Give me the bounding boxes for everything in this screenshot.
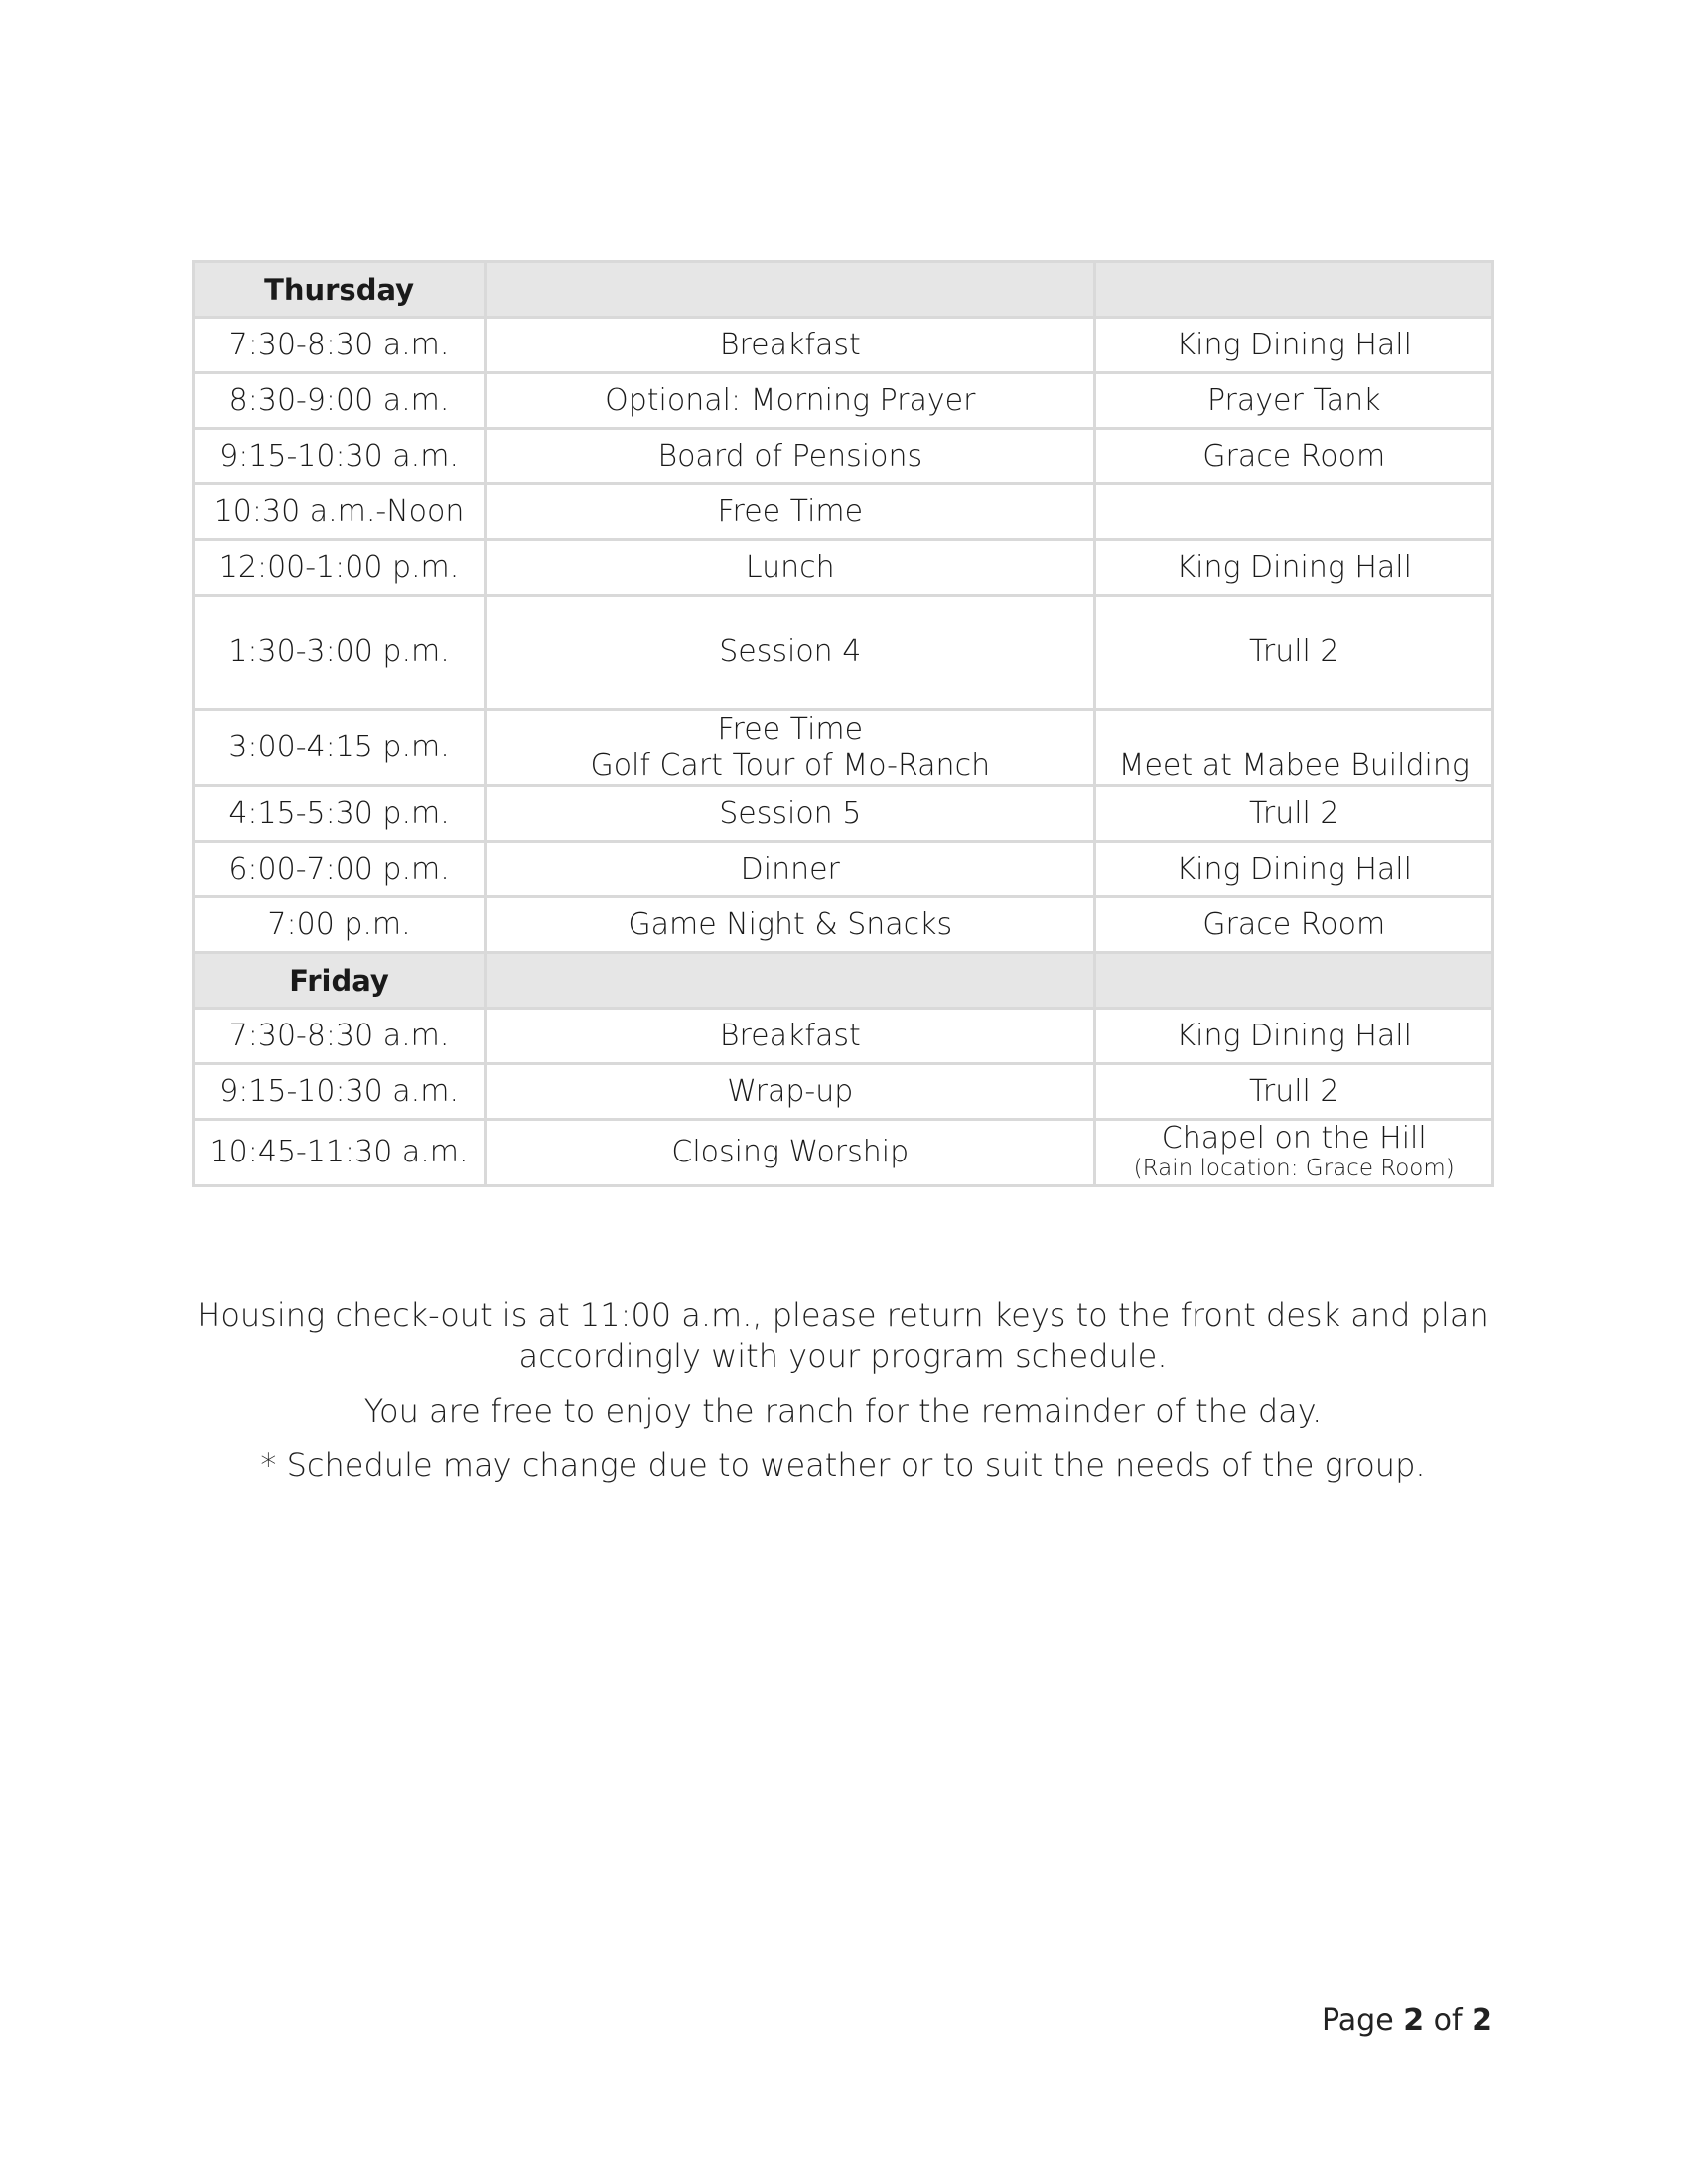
day-header-row xyxy=(194,262,1493,318)
event-cell: Session 4 xyxy=(486,596,1095,710)
time-cell: 10:30 a.m.-Noon xyxy=(194,484,486,540)
table-row xyxy=(194,710,1493,786)
location-cell: Trull 2 xyxy=(1095,786,1493,842)
event-cell: Breakfast xyxy=(486,318,1095,373)
time-cell: 9:15-10:30 a.m. xyxy=(194,429,486,484)
location-cell: King Dining Hall xyxy=(1095,1009,1493,1064)
table-row xyxy=(194,484,1493,540)
location-line: Chapel on the Hill xyxy=(1161,1121,1427,1156)
location-cell: Trull 2 xyxy=(1095,1064,1493,1120)
day-label: Thursday xyxy=(194,262,486,318)
free-day-note: You are free to enjoy the ranch for the remainder of the day. xyxy=(363,1392,1323,1430)
schedule-table xyxy=(192,260,1494,1187)
location-cell xyxy=(1095,1120,1493,1186)
page-number xyxy=(1322,2003,1492,2038)
event-cell: Game Night & Snacks xyxy=(486,897,1095,953)
day-label: Friday xyxy=(194,953,486,1009)
location-cell: Grace Room xyxy=(1095,897,1493,953)
location-note: (Rain location: Grace Room) xyxy=(1133,1156,1455,1181)
checkout-note: Housing check-out is at 11:00 a.m., please return keys to the front desk and plan accordingly with your program schedule. xyxy=(197,1297,1489,1375)
table-row xyxy=(194,540,1493,596)
time-cell: 8:30-9:00 a.m. xyxy=(194,373,486,429)
event-cell: Free Time xyxy=(486,484,1095,540)
time-cell: 3:00-4:15 p.m. xyxy=(194,710,486,786)
event-cell: Closing Worship xyxy=(486,1120,1095,1186)
table-row xyxy=(194,1009,1493,1064)
table-row xyxy=(194,786,1493,842)
of-word: of xyxy=(1433,2003,1463,2038)
day-header-row xyxy=(194,953,1493,1009)
event-line: Golf Cart Tour of Mo-Ranch xyxy=(590,749,991,783)
table-row xyxy=(194,596,1493,710)
day-header-empty-cell xyxy=(1095,262,1493,318)
disclaimer-note: * Schedule may change due to weather or to suit the needs of the group. xyxy=(260,1446,1426,1484)
table-row xyxy=(194,897,1493,953)
table-row xyxy=(194,318,1493,373)
location-cell: King Dining Hall xyxy=(1095,318,1493,373)
day-header-empty-cell xyxy=(486,953,1095,1009)
event-cell xyxy=(486,710,1095,786)
day-header-empty-cell xyxy=(486,262,1095,318)
location-cell: King Dining Hall xyxy=(1095,540,1493,596)
time-cell: 9:15-10:30 a.m. xyxy=(194,1064,486,1120)
location-cell: Grace Room xyxy=(1095,429,1493,484)
event-cell: Session 5 xyxy=(486,786,1095,842)
time-cell: 12:00-1:00 p.m. xyxy=(194,540,486,596)
time-cell: 10:45-11:30 a.m. xyxy=(194,1120,486,1186)
table-row xyxy=(194,842,1493,897)
day-header-empty-cell xyxy=(1095,953,1493,1009)
event-line: Free Time xyxy=(717,712,864,747)
event-cell: Lunch xyxy=(486,540,1095,596)
location-cell: Trull 2 xyxy=(1095,596,1493,710)
event-cell: Breakfast xyxy=(486,1009,1095,1064)
location-cell: King Dining Hall xyxy=(1095,842,1493,897)
location-cell: Prayer Tank xyxy=(1095,373,1493,429)
time-cell: 1:30-3:00 p.m. xyxy=(194,596,486,710)
schedule-notes xyxy=(192,1296,1494,1500)
page-current: 2 xyxy=(1403,2003,1425,2038)
time-cell: 7:30-8:30 a.m. xyxy=(194,318,486,373)
table-row xyxy=(194,429,1493,484)
time-cell: 7:30-8:30 a.m. xyxy=(194,1009,486,1064)
event-cell: Optional: Morning Prayer xyxy=(486,373,1095,429)
time-cell: 7:00 p.m. xyxy=(194,897,486,953)
table-row xyxy=(194,373,1493,429)
event-cell: Wrap-up xyxy=(486,1064,1095,1120)
event-cell: Board of Pensions xyxy=(486,429,1095,484)
event-cell: Dinner xyxy=(486,842,1095,897)
table-row xyxy=(194,1064,1493,1120)
location-cell xyxy=(1095,484,1493,540)
table-row xyxy=(194,1120,1493,1186)
location-cell: Meet at Mabee Building xyxy=(1095,710,1493,786)
time-cell: 4:15-5:30 p.m. xyxy=(194,786,486,842)
page-total: 2 xyxy=(1472,2003,1492,2038)
page-word: Page xyxy=(1322,2003,1394,2038)
time-cell: 6:00-7:00 p.m. xyxy=(194,842,486,897)
